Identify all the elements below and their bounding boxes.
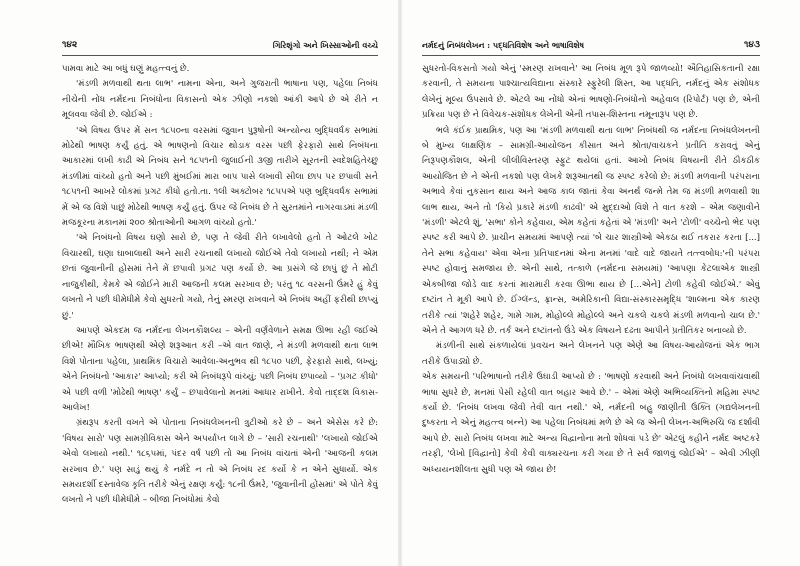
paragraph: ભલે કંઈક પ્રાથમિક, પણ આ 'મંડળી મળવાથી થતા લાભ' નિબંધથી જ નર્મદના નિબંધલેખનની બે મુખ્ય લાક્ષણિક – સામગ્રી-આયોજન કીસાત અને શ્રોતા/વાચકને પ્રતીતિ કરાવતું એનું નિરૂપણકૌશલ, એની લીલીવિસ્તરણ સ્ફુટ થયેલાં હતાં. આખો નિબંધ વિષયની રીતે ઠીકઠીક આયોજિત છે ને એની નકશો પણ લેખકે શરૂઆતથી જ સ્પષ્ટ કરેલો છે: મંડળી મળવાની પરંપરાના અભાવે કેવાં નુકસાન થાય અને આજ કાલ જાતાં કેવા અનર્થ જન્મે તેમ જ મંડળી મળવાથી શા લાભ થાય, અને તો 'કિયે પ્રકારે મંડળી કાઢવી' એ મુદ્દાઓ વિશે તે વાત કરશે – એમ જણાવીને 'મંડળી' એટલે શું, 'સભા' કોને કહેવાય, એમ કહેતાં કહેતાં એ 'મંડળી' અને 'ટોળી' વચ્ચેનો ભેદ પણ સ્પષ્ટ કરી આપે છે. પ્રાચીન સમયમાં આપણે ત્યાં 'બે ચાર શાસ્ત્રીઓ એકઠા થઈ તકરાર કરતા [...] તેને સભા કહેવાય' એવા એના પ્રતિપાદનમાં એના મનમાં 'વાદે વાદે જાયતે તત્ત્વબોધ:'ની પરંપરા સ્પષ્ટ હોવાનું સમજાય છે. એની સાથે, તત્કાળે (નર્મદના સમયમાં) 'આપણા કેટલાએક શાસ્ત્રી એકબીજા જોડે વાદ કરતાં મારામારી કરવા ઊભા થાય છે [...એને] ટોળી કહેવી જોઈએ.' એવું દષ્ટાંત તે મૂકી આપે છે. ઈંગ્લૅન્ડ, ફ્રાન્સ, અમેરિકાની વિદ્યા-સંસ્કારસમૃદ્ધિ 'શાલ્મના એક કારણ તરીકે ત્યાં 'શહેરે શહેર, ગામે ગામ, મોહોલ્લે મોહોલ્લે અને ચકલે ચકલે મંડળી મળવાનો ચાલ છે.' એને તે આગળ ધરે છે. તર્ક અને દષ્ટાંતનો ઉંડે એક વિષયને દઢતા આપીને પ્રતીતિકર બનાવ્યો છે. (422, 125, 760, 336)
right-page-header (422, 38, 760, 52)
paragraph: પામવા માટે આ બધું ઘણું મહત્ત્વનું છે. (62, 64, 190, 74)
right-page-number: ૧૪૩ (744, 40, 760, 50)
right-running-head: નર્મદનું નિબંધલેખન : પદ્ધતિવિશેષ અને ભાષાવિશેષ (422, 40, 585, 50)
paragraph: 'મંડળી મળવાથી થતા લાભ' નામના એના, અને ગુજરાતી ભાષાના પણ, પહેલા નિબંધ નીચેની નોંધ નર્મદના નિબંધોના વિકાસનો એક ઝીણો નકશો આંકી આપે છે એ રીતે ન મૂલવવા જેવી છે. જોઈએ : (62, 79, 378, 121)
paragraph: ગ્રંથરૂપ કરતી વખતે એ પોતાના નિબંધલેખનની ત્રુટીઓ કરે છે – અને એસેસ કરે છે: 'વિષય સારો' પણ સામગ્રીવિકાસ એને અપર્યાપ્ત લાગે છે – 'સારી રચનાથી' 'લખાયો જોઈએ એવો લખાયો નથી.' ૧૮૬૫માં, પંદર વર્ષ પછી તો આ નિબંધ વાંચતાં એની 'આજની કલમ સરખાવ છે.' પણ સાડું થયું કે નર્મદે ન તો એ નિબંધ રદ કર્યો કે ન એને સુધાર્યો. એક સમયદર્શી દસ્તાવેજ કૃતિ તરીકે એનું રક્ષણ કર્યું: ૧૮ની ઉંમરે, 'જુવાનીની હોંસમાં' એ પોતે કેવું લખતો ને પછી ધીમેધીમે – બીજા નિબંધોમાં કેવો (62, 418, 378, 506)
left-page-header (62, 38, 378, 52)
left-running-head: ગિરિશૃંગો અને ખિસ્સાઓની વચ્ચે (272, 40, 378, 50)
paragraph: આપણે એકદમ જ નર્મદના લેખનકૌશલ્ય – એની વર્ણવેળાને સમક્ષ ઊભા રહી જઈએ છીએ! મૌખિક ભાષણથી એણે શરૂઆત કરી –એ વાત જાણે, ને મંડળી મળવાથી થતા લાભ વિશે પોતાના પહેલા, પ્રાથમિક વિચારો આવેલા-અનુભવ થી ૧૮૫૦ પછી, ફેરફારો સાથે, લખ્યું; એને નિબંધનો 'આકાર' આપ્યો; કરી એ નિબંધરૂપે વાંચ્યું; પછી નિબંધ છપાવ્યો – 'પ્રગટ કીધો' એ પછી વળી 'મોઢેથી ભાષણ' કર્યું – છપાવેલાનો મનમાં આધાર રાખીને. કેવો તાદ્દશ વિકાસ-આલેખ! (62, 325, 378, 413)
block-quote: 'એ વિષય ઉપર મેં સન ૧૮૫૦ના વરસમાં જુવાન પુરૂષોની અન્યોન્ય બુદ્ધિવર્ધક સભામાં મોઢેથી ભાષણ કર્યું હતું. એ ભાષણનો વિચાર થોડાક વરસ પછી ફેરફારો સાથે નિબંધના આકારમાં લખી કાઢી એ નિબંધ સને ૧૮૫૧ની જુલાઈની ૩જી તારીખે સૂરતની સ્વદેશહિતેચ્છુ મંડળીમાં વાંચ્યો હતો અને પછી મુંબઈમાં મારા બાપ પાસે લખાવી સીલા છાપ પર છપાવી સને ૧૮૫૧ની આખરે લોકમાં પ્રગટ કીધો હતો.તા. ૧લી અક્ટોબર ૧૮૫૫એ પણ બુદ્ધિવર્ધક સભામાં મેં એ જ વિશે પાછું મોઢેથી ભાષણ કર્યું હતું. ઉપર જે નિબંધ છે તે સુરતમાંને નાગરવાડમાં મંડળી મજકૂરના મકાનમાં ૨૦૦ શ્રોતાઓની આગળ વાંચ્યો હતો.' (62, 125, 378, 229)
left-header-rule (62, 55, 378, 56)
left-page-body (62, 62, 378, 526)
right-page-body (422, 62, 760, 526)
paragraph: એક સમયની 'પરિભાષાનો તરીકે ઉઘાડી આપ્યો છે : 'ભાષણો કરવાથી અને નિબંધો લખવાવાંચવાથી ભાષા સુધરે છે, મનમાં પેસી રહેલી વાત બહાર આવે છે.' – એમાં એણે અભિવ્યક્તિનો મહિમા સ્પષ્ટ કર્યો છે. 'નિબંધ લખવા જેવી તેવી વાત નથી.' એ, નર્મદની બહુ જાણીતી ઉક્તિ (ગદ્યલેખનની દુષ્કરતા ને એનું મહત્ત્વ બન્ને) આ પહેલા નિબંધમાં મળે છે એ જ એની લેખન-અભિરુચિ જ દર્શાવી આપે છે. સારો નિબંધ લખવા માટે અન્ય વિદ્વાનોના મતો શોધવાં પડે છે' એટલું કહીને નર્મદ અષ્ટકરે તરફી, 'લેખો [વિદ્વાનો] કેવી કેવી વાક્યરચના કરી ગયા છે તે સર્વ જાળવું જોઈએ' – એવી ઝીણી અધ્યયનશીલતા સુધી પણ એ જાય છે! (422, 372, 760, 475)
block-quote: 'એ નિબંધનો વિષય ઘણો સારો છે, પણ તે જેવી રીતે લખાવેલો હતો તે ઓટલે ખોટ વિચારથી, ઘણા ઘાબાલાથી અને સારી રચનાથી લખાયો જોઈએ તેવો લખાયો નથી; ને એમ છતાં જુવાનીની હોંસમાં તેને મેં છપાવી પ્રગટ પણ કર્યો છે. આ પ્રસંગે જે છાપું છું તે મોટી નાજુકીથી, કેમકે એ જોઈને મારી આજની કલમ સરખાવ છે; પરંતુ ૧૮ વરસની ઉંમરે હું કેવું લખતો ને પછી ધીમેધીમે કેવો સુધરતો ગયો, તેનું સ્મરણ રાખવાને એ નિબંધ અહીં ફરીથી છાપ્યું છું.' (62, 233, 378, 321)
right-header-rule (422, 55, 760, 56)
right-page (400, 0, 800, 566)
left-page-number: ૧૪૨ (62, 40, 78, 50)
paragraph: સુધરતો-વિકસતો ગયો એનું 'સ્મરણ રાખવાને' આ નિબંધ મૂળ રૂપે જાળવ્યો! ઐતિહાસિકતાની રક્ષા કરવાની, તે સમયના પાશ્ચાત્યવિદ્યાના સંસ્કારે સ્ફુરેલી શિસ્ત, આ પદ્ધતિ, નર્મદનું એક સંશોધક લેખેનું મૂલ્ય ઉપસાવે છે. એટલે આ નોંધો એનાં ભાષણો-નિબંધોનો અહેવાલ (રિપોર્ટ) પણ છે, એની પ્રક્રિયા પણ છે ને વિવેચક-સંશોધક લેખેની એની તપાસ-શિસ્તના નમૂનારૂપ પણ છે. (422, 64, 760, 121)
paragraph: મંડળીની સાથે સંકળાયેલાં પ્રવચન અને લેખનને પણ એણે આ વિષય-આયોજનાં એક ભાગ તરીકે ઉપાડ્યો છે. (422, 341, 760, 367)
